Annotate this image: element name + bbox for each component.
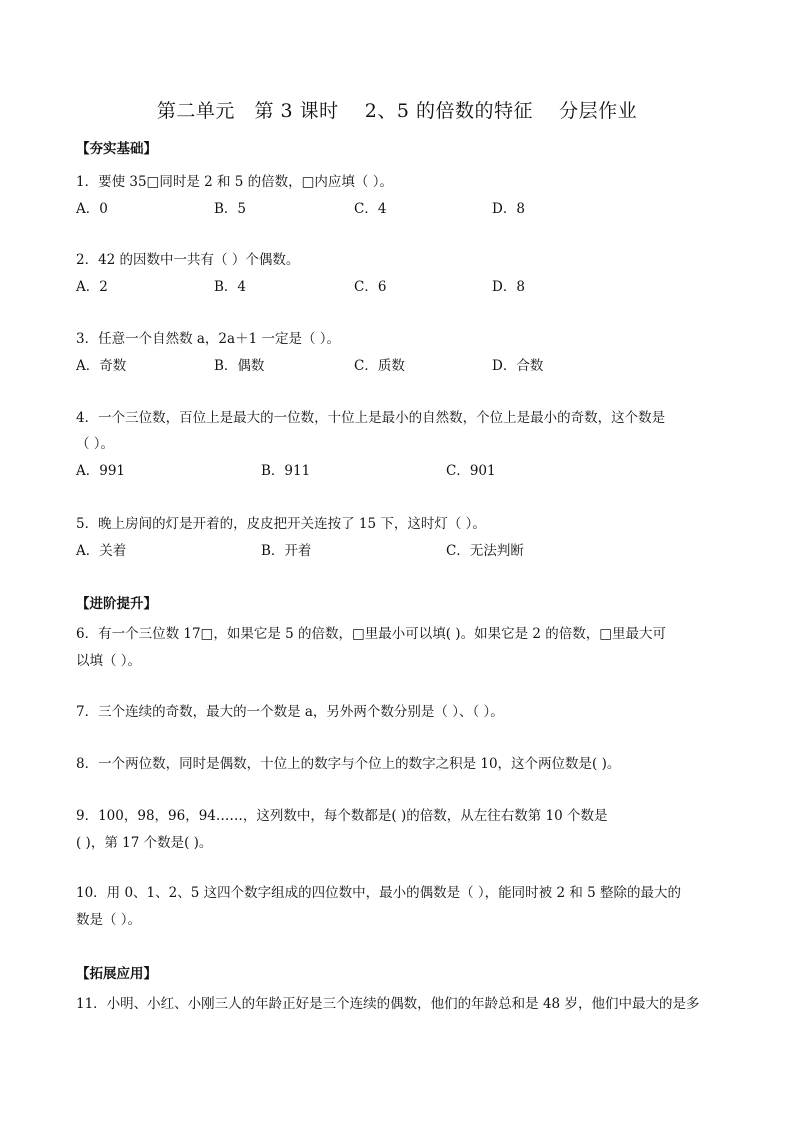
- question-4-line-2: （ ）。: [76, 436, 115, 452]
- q5-option-b: B．开着: [261, 543, 312, 559]
- question-7: 7．三个连续的奇数，最大的一个数是 a，另外两个数分别是（ ）、（ ）。: [76, 704, 504, 720]
- q2-option-a: A．2: [76, 279, 108, 295]
- question-6-line-2: 以填（ ）。: [76, 653, 142, 669]
- q2-option-d: D．8: [492, 279, 525, 295]
- question-9-line-1: 9．100，98，96，94……，这列数中，每个数都是( )的倍数，从左往右数第 10 个数是: [76, 808, 608, 824]
- q4-option-c: C．901: [446, 463, 496, 479]
- q4-option-a: A．991: [76, 463, 126, 479]
- q4-option-b: B．911: [261, 463, 311, 479]
- q3-option-d: D．合数: [492, 358, 544, 374]
- question-2: 2．42 的因数中一共有（ ）个偶数。: [76, 252, 300, 268]
- page-title: 第二单元 第 3 课时 2、5 的倍数的特征 分层作业: [156, 100, 638, 122]
- q1-option-a: A．0: [76, 201, 108, 217]
- question-3: 3．任意一个自然数 a，2a＋1 一定是（ ）。: [76, 331, 340, 347]
- question-6-line-1: 6．有一个三位数 17□，如果它是 5 的倍数，□里最小可以填( )。如果它是 2 的倍数，□里最大可: [76, 626, 666, 642]
- q3-option-c: C．质数: [354, 358, 405, 374]
- question-1: 1．要使 35□同时是 2 和 5 的倍数，□内应填（ ）。: [76, 174, 393, 190]
- question-4-line-1: 4．一个三位数，百位上是最大的一位数，十位上是最小的自然数，个位上是最小的奇数，这个数是: [76, 410, 666, 426]
- question-10-line-1: 10．用 0、1、2、5 这四个数字组成的四位数中，最小的偶数是（ ），能同时被 2 和 5 整除的最大的: [76, 885, 682, 901]
- question-8: 8．一个两位数，同时是偶数，十位上的数字与个位上的数字之积是 10，这个两位数是( )。: [76, 756, 621, 772]
- q1-option-d: D．8: [492, 201, 525, 217]
- q2-option-b: B．4: [214, 279, 247, 295]
- q2-option-c: C．6: [354, 279, 387, 295]
- section-advanced-heading: 【进阶提升】: [76, 596, 157, 612]
- section-basic-heading: 【夯实基础】: [76, 141, 157, 157]
- section-extension-heading: 【拓展应用】: [76, 966, 157, 982]
- q5-option-c: C．无法判断: [446, 543, 524, 559]
- q1-option-c: C．4: [354, 201, 387, 217]
- q3-option-a: A．奇数: [76, 358, 127, 374]
- q3-option-b: B．偶数: [214, 358, 265, 374]
- question-11: 11．小明、小红、小刚三人的年龄正好是三个连续的偶数，他们的年龄总和是 48 岁，他们中最大的是多: [76, 996, 700, 1012]
- question-5: 5．晚上房间的灯是开着的，皮皮把开关连按了 15 下，这时灯（ ）。: [76, 516, 486, 532]
- question-10-line-2: 数是（ ）。: [76, 912, 142, 928]
- q5-option-a: A．关着: [76, 543, 127, 559]
- question-9-line-2: ( )，第 17 个数是( )。: [76, 835, 213, 851]
- q1-option-b: B．5: [214, 201, 247, 217]
